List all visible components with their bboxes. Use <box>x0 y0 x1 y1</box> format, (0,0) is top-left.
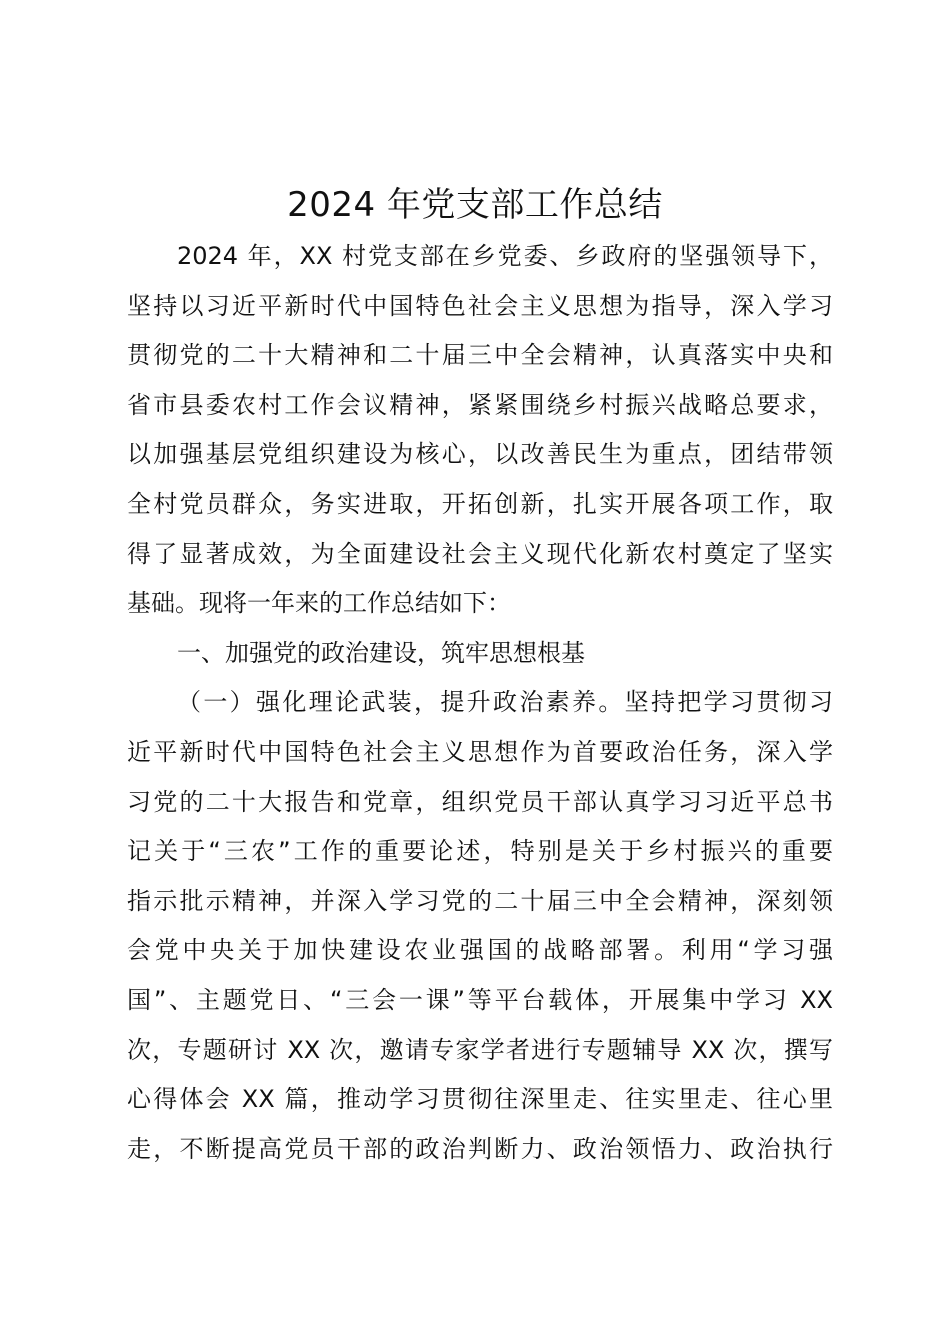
document-body <box>127 232 833 1174</box>
paragraph-line: 坚持以习近平新时代中国特色社会主义思想为指导，深入学习 <box>127 291 833 320</box>
paragraph-line: 指示批示精神，并深入学习党的二十届三中全会精神，深刻领 <box>127 886 833 915</box>
paragraph-line: （一）强化理论武装，提升政治素养。坚持把学习贯彻习 <box>177 688 833 717</box>
paragraph-line: 以加强基层党组织建设为核心，以改善民生为重点，团结带领 <box>127 440 833 469</box>
paragraph-line: 走，不断提高党员干部的政治判断力、政治领悟力、政治执行 <box>127 1134 833 1163</box>
paragraph-line: 国”、主题党日、“三会一课”等平台载体，开展集中学习 XX <box>127 985 833 1014</box>
paragraph-line: 省市县委农村工作会议精神，紧紧围绕乡村振兴战略总要求， <box>127 390 833 419</box>
paragraph-line: 近平新时代中国特色社会主义思想作为首要政治任务，深入学 <box>127 737 833 766</box>
section-heading: 一、加强党的政治建设，筑牢思想根基 <box>177 638 585 667</box>
paragraph-line: 贯彻党的二十大精神和二十届三中全会精神，认真落实中央和 <box>127 341 833 370</box>
paragraph-line: 次，专题研讨 XX 次，邀请专家学者进行专题辅导 XX 次，撰写 <box>127 1035 833 1064</box>
paragraph-line: 得了显著成效，为全面建设社会主义现代化新农村奠定了坚实 <box>127 539 833 568</box>
paragraph-line: 全村党员群众，务实进取，开拓创新，扎实开展各项工作，取 <box>127 489 833 518</box>
paragraph-line: 2024 年，XX 村党支部在乡党委、乡政府的坚强领导下， <box>177 242 833 270</box>
document-title: 2024 年党支部工作总结 <box>287 185 663 225</box>
paragraph-line: 习党的二十大报告和党章，组织党员干部认真学习习近平总书 <box>127 787 833 816</box>
paragraph-line: 心得体会 XX 篇，推动学习贯彻往深里走、往实里走、往心里 <box>127 1085 833 1114</box>
paragraph-line: 会党中央关于加快建设农业强国的战略部署。利用“学习强 <box>127 936 833 965</box>
paragraph-line: 记关于“三农”工作的重要论述，特别是关于乡村振兴的重要 <box>127 837 833 866</box>
paragraph-line: 基础。现将一年来的工作总结如下： <box>127 589 511 618</box>
